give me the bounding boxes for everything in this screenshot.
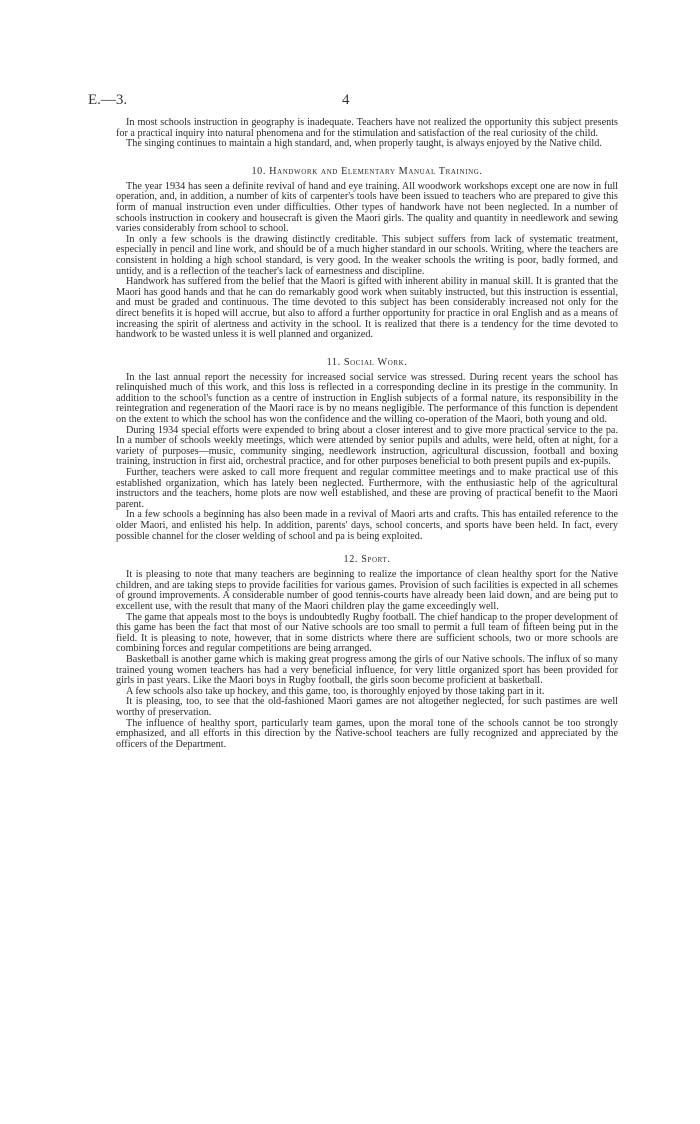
paragraph: During 1934 special efforts were expended to bring about a closer interest and to give more practical service to the pa. In a number of schools weekly meetings, which were attended by senior pupils and adults, were held, often at night, for a variety of purposes—music, community singing, needlework instruction, agricultural discussion, football and boxing training, instruction in first aid, orchestral practice, and for other purposes beneficial to both present pupils and ex-pupils.	[116, 424, 618, 468]
paragraph: Basketball is another game which is making great progress among the girls of our Native schools. The influx of so many trained young women teachers has had a very beneficial influence, for very little organized sport has been provided for girls in past years. Like the Maori boys in Rugby football, the girls soon become proficient at basketball.	[116, 653, 618, 687]
section-heading: 12. Sport.	[343, 554, 391, 566]
page-number: 4	[342, 92, 350, 108]
page-header	[88, 92, 616, 114]
paragraph: The singing continues to maintain a high standard, and, when properly taught, is always enjoyed by the Native child.	[126, 138, 602, 150]
paragraph: It is pleasing to note that many teachers are beginning to realize the importance of clean healthy sport for the Native children, and are taking steps to provide facilities for various games. Provision of such facilities is expected in all schemes of ground improvements. A considerable number of good tennis-courts have already been laid down, and are being put to excellent use, with the result that many of the Maori children play the game exceedingly well.	[116, 569, 618, 612]
paragraph: Further, teachers were asked to call more frequent and regular committee meetings and to make practical use of this established organization, which has lately been neglected. Furthermore, with the enthusiastic help of the agricultural instructors and the teachers, home plots are now well established, and these are proving of practical benefit to the Maori parent.	[116, 467, 618, 510]
section-heading: 11. Social Work.	[326, 356, 408, 368]
paragraph: The game that appeals most to the boys is undoubtedly Rugby football. The chief handicap to the proper development of this game has been the fact that most of our Native schools are too small to permit a full team of fifteen being put in the field. It is pleasing to note, however, that in some districts where there are sufficient schools, two or more schools are combining forces and regular competitions are being arranged.	[116, 611, 618, 655]
paragraph: The year 1934 has seen a definite revival of hand and eye training. All woodwork workshops except one are now in full operation, and, in addition, a number of kits of carpenter's tools have been issued to teachers who are prepared to give this form of manual instruction even under difficulties. Other types of handwork have not been neglected. In a number of schools instruction in cookery and housecraft is given the Maori girls. The quality and quantity in needlework and sewing varies considerably from school to school.	[116, 180, 618, 235]
paragraph: In the last annual report the necessity for increased social service was stressed. During recent years the school has relinquished much of this work, and this loss is reflected in a corresponding decline in its prestige in the community. In addition to the school's function as a centre of instruction in English subjects of a formal nature, its responsibility in the reintegration and regeneration of the Maori race is by no means negligible. The performance of this function is dependent on the extent to which the school has won the confidence and the willing co-operation of the Maori, both young and old.	[116, 371, 618, 426]
document-reference: E.—3.	[88, 92, 128, 108]
paragraph: A few schools also take up hockey, and this game, too, is thoroughly enjoyed by those taking part in it.	[126, 685, 545, 697]
paragraph: In only a few schools is the drawing distinctly creditable. This subject suffers from lack of systematic treatment, especially in pencil and line work, and should be of a much higher standard in our schools. Writing, where the teachers are consistent in holding a high school standard, is very good. In the weaker schools the writing is poor, badly formed, and untidy, and is a reflection of the teacher's lack of earnestness and discipline.	[116, 233, 618, 277]
paragraph: Handwork has suffered from the belief that the Maori is gifted with inherent ability in manual skill. It is granted that the Maori has good hands and that he can do remarkably good work when suitably instructed, but this instruction is essential, and must be graded and continuous. The time devoted to this subject has been considerably increased not only for the direct benefits it is hoped will accrue, but also to afford a further opportunity for practice in oral English and as a means of increasing the spirit of alertness and activity in the school. It is realized that there is a tendency for the time devoted to handwork to be wasted unless it is well planned and organized.	[116, 276, 618, 341]
document-page	[88, 92, 616, 750]
paragraph: In most schools instruction in geography is inadequate. Teachers have not realized the opportunity this subject presents for a practical inquiry into natural phenomena and for the stimulation and satisfaction of the real curiosity of the child.	[116, 117, 618, 139]
paragraph: The influence of healthy sport, particularly team games, upon the moral tone of the schools cannot be too strongly emphasized, and all efforts in this direction by the Native-school teachers are fully recognized and appreciated by the officers of the Department.	[116, 717, 618, 750]
paragraph: In a few schools a beginning has also been made in a revival of Maori arts and crafts. This has entailed reference to the older Maori, and enlisted his help. In addition, parents' days, school concerts, and sports have been held. In fact, every possible channel for the closer welding of school and pa is being exploited.	[116, 509, 618, 542]
section-heading: 10. Handwork and Elementary Manual Training.	[251, 165, 483, 177]
paragraph: It is pleasing, too, to see that the old-fashioned Maori games are not altogether neglected, for such pastimes are well worthy of preservation.	[116, 696, 618, 718]
document-body	[116, 118, 618, 750]
